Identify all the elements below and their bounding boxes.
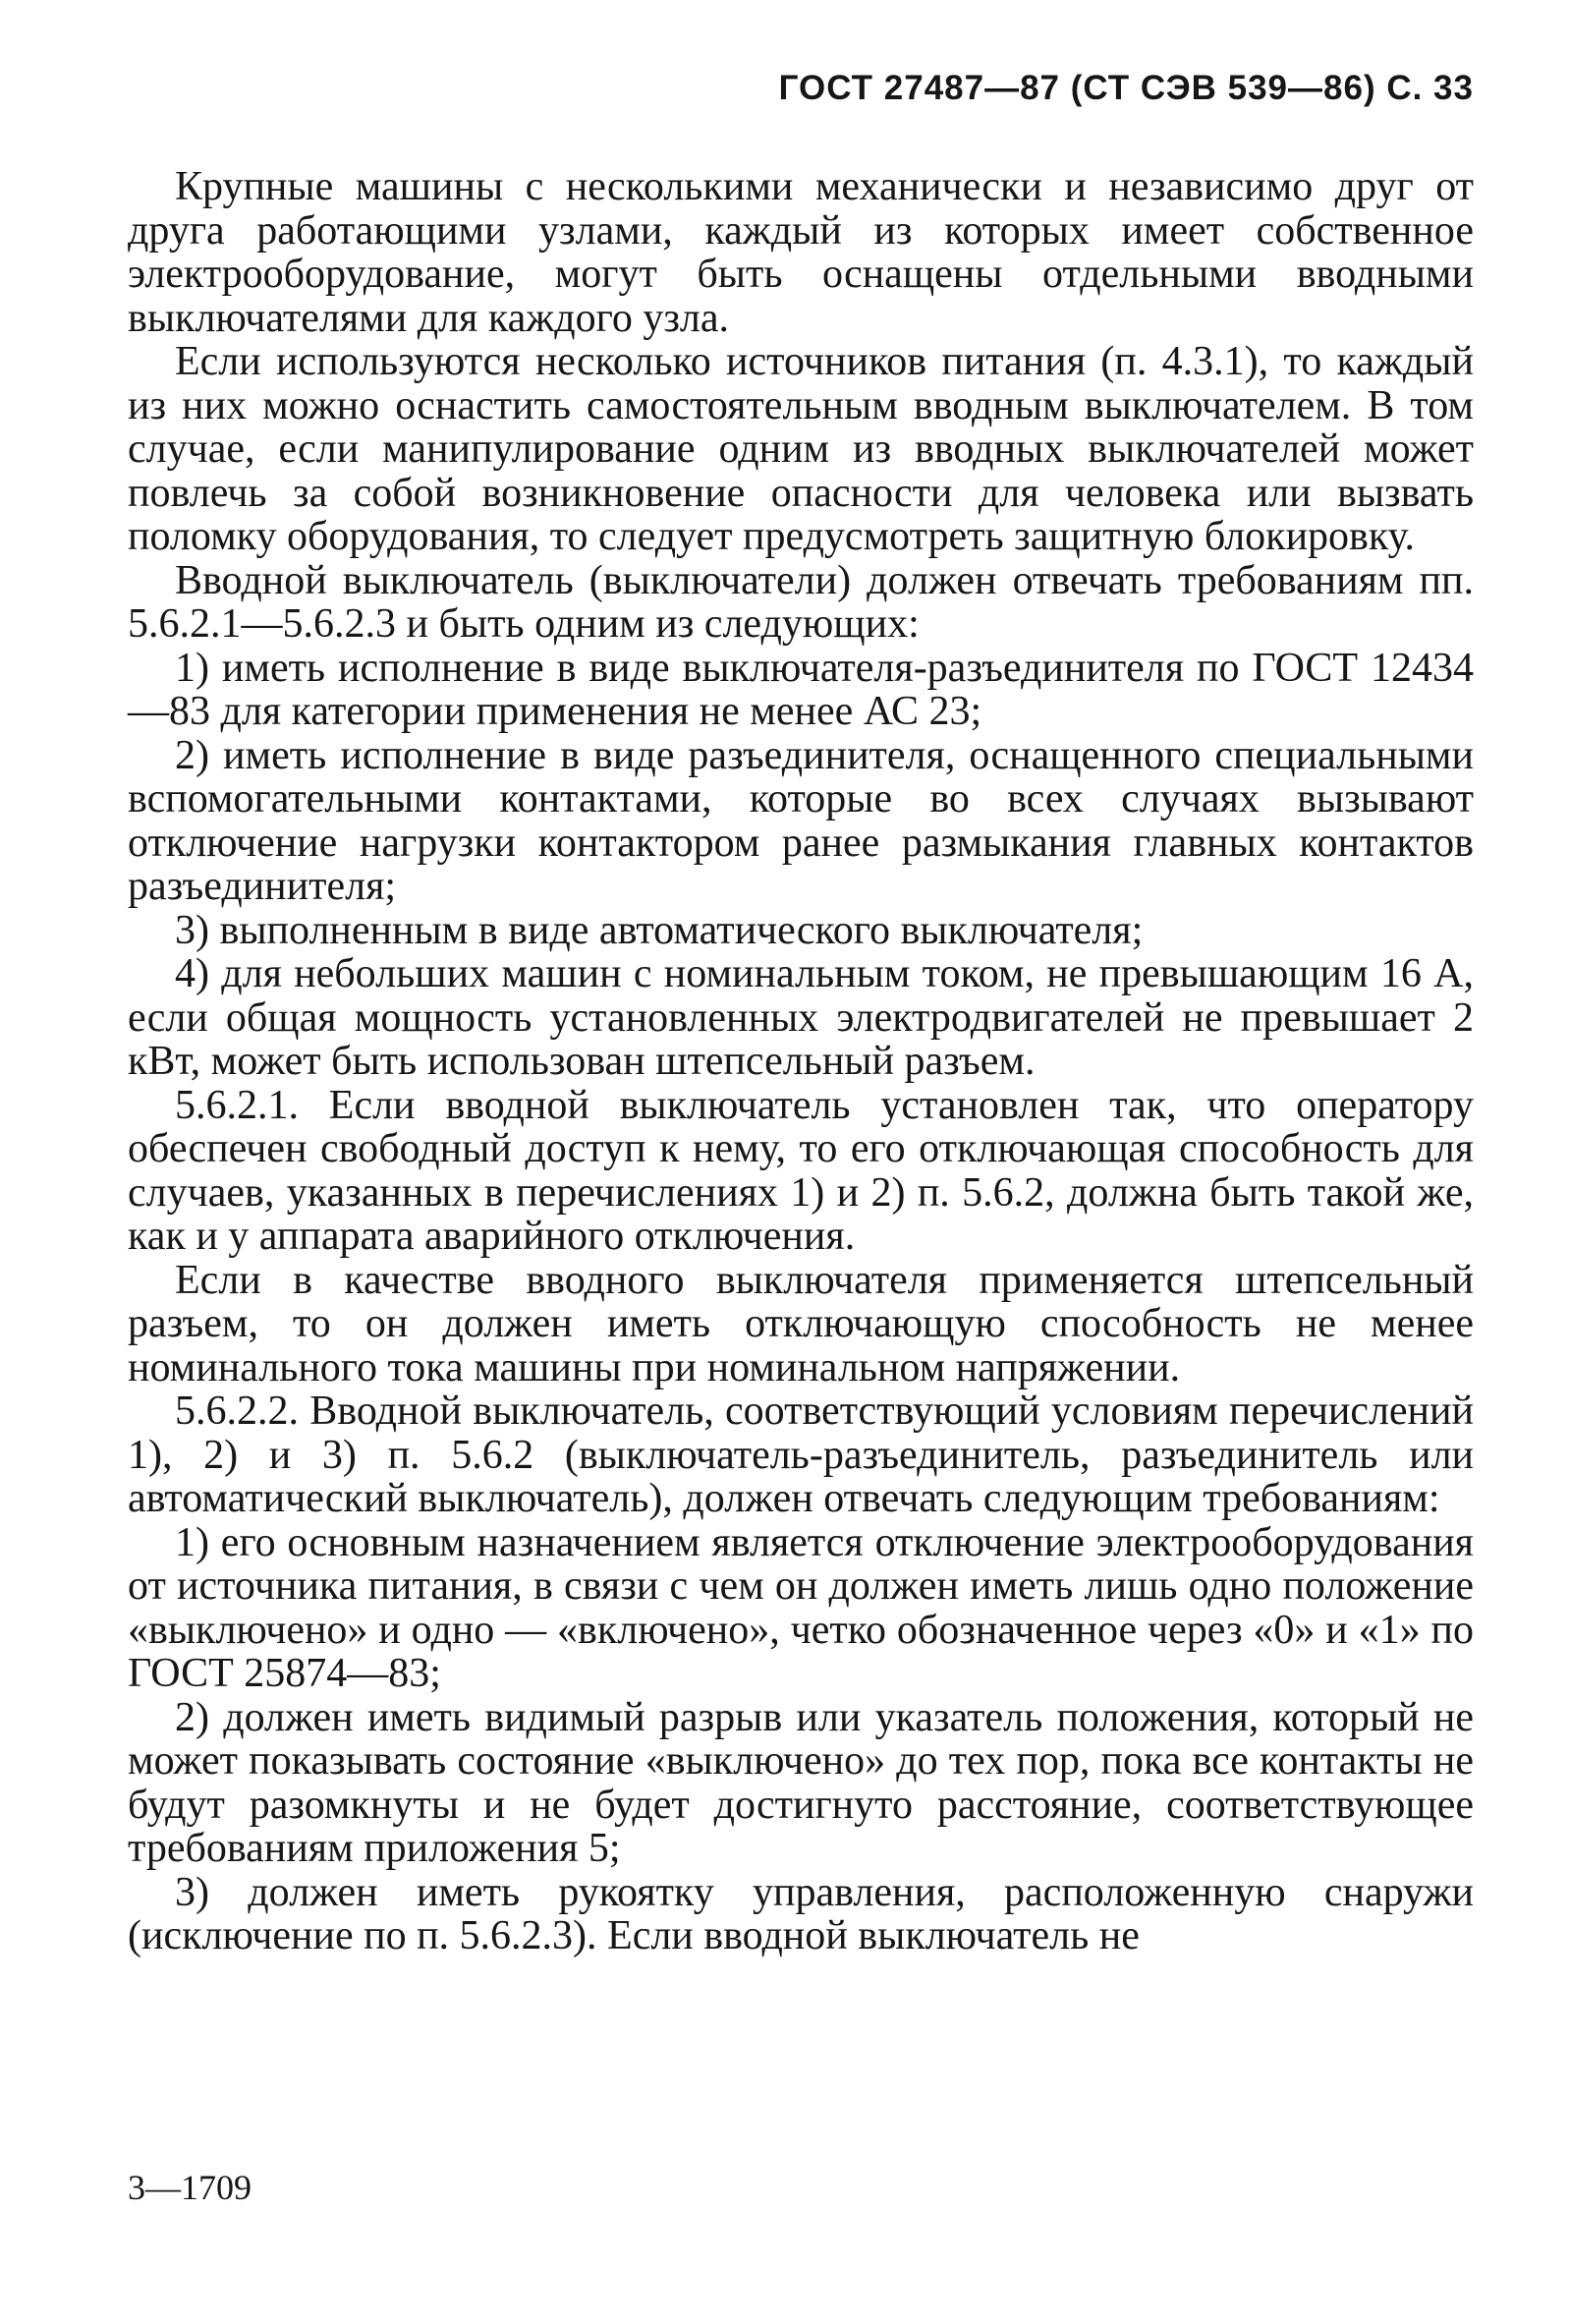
list-item-2: 2) иметь исполнение в виде разъединителя, оснащенного специальными вспомогательными контактами, которые во всех случаях вызывают отключение нагрузки контактором ранее размыкания главных контактов разъединителя; bbox=[128, 732, 1474, 909]
paragraph-large-machines: Крупные машины с несколькими механически и независимо друг от друга работающими узлами, каждый из которых имеет собственное электрооборудование, могут быть оснащены отдельными вводными выключателями для каждого узла. bbox=[128, 164, 1474, 341]
paragraph-switch-requirements: Вводной выключатель (выключатели) должен отвечать требованиям пп. 5.6.2.1—5.6.2.3 и быть одним из следующих: bbox=[128, 557, 1474, 647]
paragraph-plug-connector: Если в качестве вводного выключателя применяется штепсельный разъем, то он должен иметь отключающую способность не менее номинального тока машины при номинальном напряжении. bbox=[128, 1257, 1474, 1390]
clause-5-6-2-2: 5.6.2.2. Вводной выключатель, соответствующий условиям перечислений 1), 2) и 3) п. 5.6.2 (выключатель-разъединитель, разъединитель или автоматический выключатель), должен отвечать следующим требованиям: bbox=[128, 1389, 1474, 1521]
running-head: ГОСТ 27487—87 (СТ СЭВ 539—86) С. 33 bbox=[778, 69, 1474, 107]
requirement-item-2: 2) должен иметь видимый разрыв или указатель положения, который не может показывать состояние «выключено» до тех пор, пока все контакты не будут разомкнуты и не будет достигнуто расстояние, соответствующее требованиям приложения 5; bbox=[128, 1694, 1474, 1871]
requirement-item-3: 3) должен иметь рукоятку управления, расположенную снаружи (исключение по п. 5.6.2.3). Если вводной выключатель не bbox=[128, 1869, 1474, 1958]
body-text bbox=[128, 165, 1474, 1958]
print-mark: 3—1709 bbox=[128, 2168, 252, 2207]
clause-5-6-2-1: 5.6.2.1. Если вводной выключатель установлен так, что оператору обеспечен свободный доступ к нему, то его отключающая способность для случаев, указанных в перечислениях 1) и 2) п. 5.6.2, должна быть такой же, как и у аппарата аварийного отключения. bbox=[128, 1082, 1474, 1259]
list-item-1: 1) иметь исполнение в виде выключателя-разъединителя по ГОСТ 12434—83 для категории применения не менее АС 23; bbox=[128, 645, 1474, 734]
list-item-4: 4) для небольших машин с номинальным током, не превышающим 16 А, если общая мощность установленных электродвигателей не превышает 2 кВт, может быть использован штепсельный разъем. bbox=[128, 951, 1474, 1084]
requirement-item-1: 1) его основным назначением является отключение электрооборудования от источника питания, в связи с чем он должен иметь лишь одно положение «выключено» и одно — «включено», четко обозначенное через «0» и «1» по ГОСТ 25874—83; bbox=[128, 1519, 1474, 1696]
list-item-3: 3) выполненным в виде автоматического выключателя; bbox=[175, 907, 1144, 953]
paragraph-multiple-sources: Если используются несколько источников питания (п. 4.3.1), то каждый из них можно оснастить самостоятельным вводным выключателем. В том случае, если манипулирование одним из вводных выключателей может повлечь за собой возникновение опасности для человека или вызвать поломку оборудования, то следует предусмотреть защитную блокировку. bbox=[128, 339, 1474, 559]
